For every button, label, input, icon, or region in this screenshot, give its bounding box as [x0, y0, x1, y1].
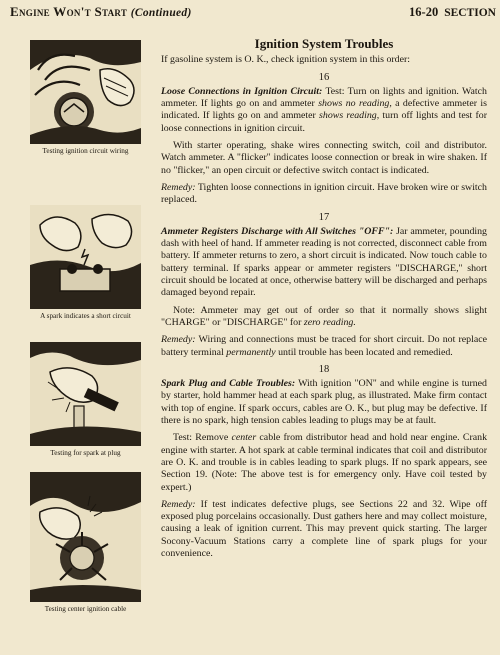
text-run: Tighten loose connections in ignition circuit. Have broken wire or switch replaced. [161, 181, 487, 206]
page-number: 16-20 [409, 5, 439, 19]
spark-plug-illustration [30, 342, 141, 446]
figure-caption: Testing ignition circuit wiring [42, 147, 129, 155]
section-heading: Ignition System Troubles [254, 36, 394, 51]
item-number-17: 17 [318, 211, 330, 223]
figure-caption: Testing for spark at plug [50, 449, 121, 457]
item-number-16: 16 [318, 71, 330, 83]
text-run: until trouble has been located and remedied. [275, 346, 453, 358]
emphasis-run: shows no reading [318, 98, 390, 110]
text-run: Wiring and connections must be traced for short circuit. Do not replace battery terminal [161, 334, 487, 358]
figure-short-circuit [30, 205, 141, 320]
figure-ignition-wiring [30, 40, 141, 155]
item-lead-17: Ammeter Registers Discharge with All Switches "OFF": [161, 225, 394, 237]
item-lead-16: Loose Connections in Ignition Circuit: [161, 85, 323, 97]
text-run: , a defective ammeter is indicated. If lights go on and ammeter [161, 98, 488, 122]
figure-caption: Testing center ignition cable [44, 605, 127, 613]
section-label: SECTION [444, 7, 496, 19]
text-run: If test indicates defective plugs, see Sections 22 and 32. Wipe off exposed plug porcelains occasionally. Dust gathers here and may collect moisture, causing a leak of ignition current. This may prevent quick starting. The larger Socony-Vacuum Stations carry a complete line of spark plugs for your convenience. [161, 498, 487, 559]
remedy-label: Remedy: [161, 334, 196, 346]
page-locator [409, 5, 496, 20]
item-number-18: 18 [318, 363, 330, 375]
main-text [161, 38, 487, 565]
paragraph-18-test [161, 378, 487, 427]
paragraph-17-note [161, 305, 487, 330]
text-run: Test: Remove [173, 432, 232, 444]
figure-caption: A spark indicates a short circuit [40, 312, 131, 320]
text-run: With ignition "ON" and while engine is turned by starter, hold hammer head at each spark plug, as illustrated. Make firm contact with top of engine. If spark occurs, cables are O. K., but plug may be defective. If there is no spark, high tension cables leading to plugs may be at fault. [161, 378, 487, 427]
paragraph-16-starter: With starter operating, shake wires connecting switch, coil and distributor. Watch ammeter. A "flicker" indicates loose connection or break in wire shaken. If no "flicker," an open circuit or defective switch contact is indicated. [161, 140, 487, 176]
text-run: , turn off lights and test for loose connections in ignition circuit. [161, 110, 487, 134]
paragraph-17-remedy [161, 334, 487, 359]
emphasis-run: permanently [226, 346, 276, 358]
emphasis-run: zero reading. [303, 316, 356, 328]
paragraph-17-test [161, 226, 487, 300]
page-header [10, 4, 496, 22]
intro-text: If gasoline system is O. K., check ignition system in this order: [161, 54, 411, 66]
text-run: Note: Ammeter may get out of order so that it normally shows slight "CHARGE" or "DISCHARGE" for [161, 304, 487, 328]
text-run: Jar ammeter, pounding dash with heel of hand. If ammeter reading is not corrected, disconnect cable from battery. If ammeter returns to zero, a short circuit is indicated. Now touch cable to battery terminal. If sparks appear or ammeter registers "DISCHARGE," short circuit should be located at once, otherwise battery will be discharged and perhaps damaged beyond repair. [161, 225, 487, 299]
text-run: cable from distributor head and hold near engine. Crank engine with starter. A hot spark at cable terminal indicates that coil and distributor are O. K. and trouble is in cables leading to spark plugs. If no spark appears, see Section 19. (Note: The above test is for emergency only. Have coil tested by expert.) [161, 432, 488, 493]
item-lead-18: Spark Plug and Cable Troubles: [161, 378, 296, 390]
paragraph-18-remedy [161, 499, 487, 560]
running-title-text: Engine Won't Start [10, 4, 128, 19]
remedy-label: Remedy: [161, 498, 196, 510]
running-title-continued: (Continued) [130, 7, 192, 19]
center-cable-illustration [30, 472, 141, 602]
text-run: Test: Turn on lights and ignition. Watch ammeter. If lights go on and ammeter [161, 85, 487, 110]
emphasis-run: center [231, 432, 257, 444]
figure-spark-plug [30, 342, 141, 457]
paragraph-18-center-test [161, 432, 487, 493]
ignition-wiring-illustration [30, 40, 141, 144]
short-circuit-illustration [30, 205, 141, 309]
paragraph-16-remedy [161, 182, 487, 207]
remedy-label: Remedy: [161, 181, 196, 193]
figure-center-cable [30, 472, 141, 613]
paragraph-16-test [161, 86, 487, 135]
emphasis-run: shows reading [319, 110, 377, 122]
running-title [10, 4, 192, 20]
